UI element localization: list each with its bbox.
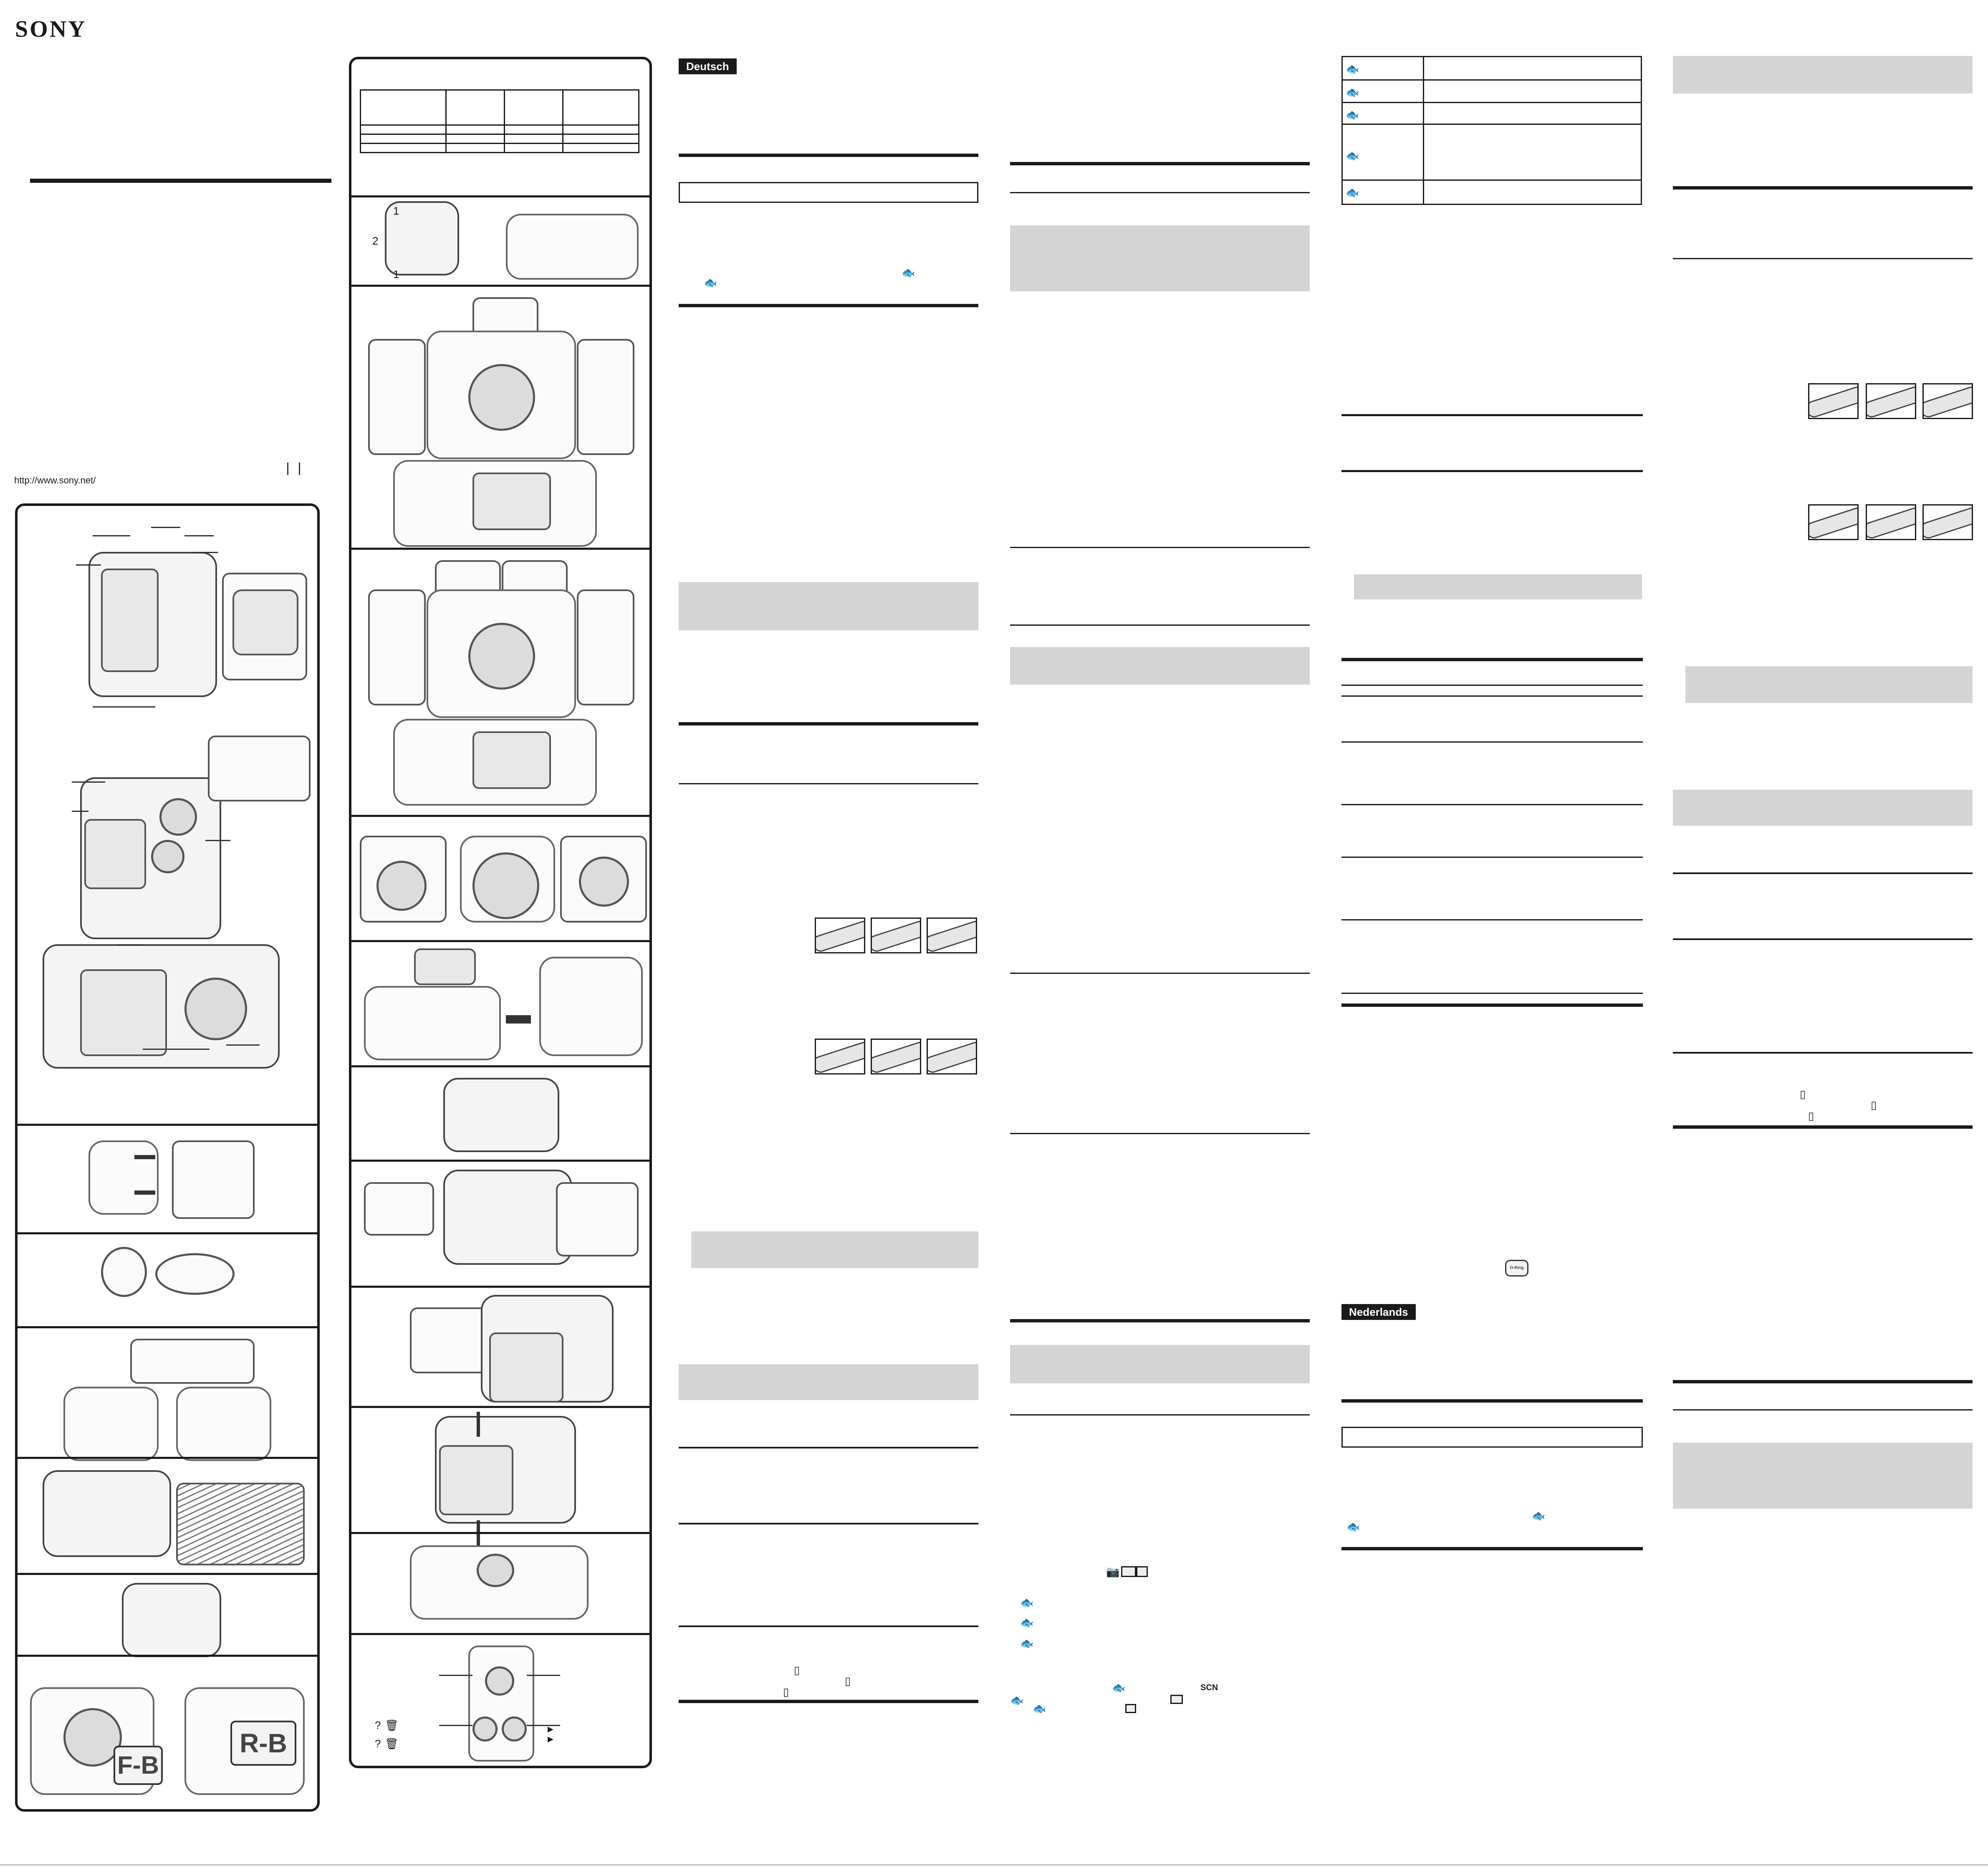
highlight-box <box>691 1231 978 1268</box>
insert-camera-illustration <box>364 986 501 1060</box>
rear-button-3 <box>502 1716 527 1742</box>
control-dial-illustration <box>159 798 197 836</box>
highlight-box <box>1685 666 1973 703</box>
strap-hook-callout <box>208 736 311 801</box>
fish-icon: 🐟 <box>1346 63 1359 75</box>
housing-back-plate-illustration <box>80 969 167 1056</box>
step-number: 1 <box>393 205 399 217</box>
play-glyph: ▶ <box>548 1735 553 1743</box>
hood-window-illustration <box>489 1332 563 1403</box>
left-detail-callout-2 <box>368 589 426 705</box>
camera-seated-illustration <box>539 957 643 1056</box>
shutter-knob-illustration <box>477 1554 514 1587</box>
oring-sample-4 <box>815 1039 865 1074</box>
oring-sample-10 <box>1808 504 1859 540</box>
hood-panel-illustration <box>439 1445 513 1515</box>
placeholder-glyph: ▯ <box>1871 1099 1877 1111</box>
hood-attach-callout <box>410 1307 488 1373</box>
fish-icon: 🐟 <box>1532 1509 1546 1522</box>
fish-icon: 🐟 <box>1112 1681 1126 1694</box>
highlight-box <box>1673 56 1973 94</box>
step-number: 1 <box>393 268 399 281</box>
highlight-box <box>1010 1345 1310 1383</box>
latch-slide-illustration <box>88 1140 159 1215</box>
play-glyph: ▶ <box>548 1725 553 1733</box>
film-icon <box>1136 1566 1148 1577</box>
rear-button-1 <box>485 1666 514 1696</box>
badge-front: F-B <box>114 1746 163 1785</box>
housing-oring-right-illustration <box>176 1387 271 1461</box>
lens-adapter-illustration <box>472 852 539 919</box>
oring-stretch-illustration <box>155 1253 235 1295</box>
rear-button-panel-illustration <box>468 1646 534 1762</box>
camera-body-illustration <box>414 948 476 985</box>
panorama-icon <box>1121 1566 1136 1577</box>
right-detail-callout-2 <box>577 589 634 705</box>
oring-seat-callout <box>130 1339 255 1384</box>
placeholder-glyph: ▯ <box>845 1675 851 1687</box>
camera-lcd-illustration-2 <box>472 731 551 789</box>
oring-sample-8 <box>1866 383 1916 419</box>
film-icon <box>1125 1704 1136 1713</box>
fish-icon: 🐟 <box>1020 1637 1034 1650</box>
fish-icon: 🐟 <box>1020 1596 1034 1609</box>
oring-sample-1 <box>815 918 865 953</box>
placeholder-glyph: ▯ <box>783 1686 789 1698</box>
camera-lcd-illustration <box>472 473 551 530</box>
housing-lens-port-illustration <box>184 978 247 1040</box>
highlight-box <box>1673 1443 1973 1509</box>
highlight-box <box>1673 790 1973 826</box>
fish-icon: 🐟 <box>1346 186 1359 199</box>
fish-icon: 🐟 <box>1033 1702 1046 1715</box>
trash-glyph: 🗑 <box>385 1719 399 1732</box>
note-box <box>679 182 978 203</box>
tick-mark <box>287 463 288 475</box>
help-glyph: ? <box>375 1737 381 1750</box>
oring-sample-2 <box>871 918 921 953</box>
housing-opened-illustration <box>506 214 639 280</box>
oring-sample-5 <box>871 1039 921 1074</box>
button-cluster-illustration <box>151 840 184 873</box>
lens-ring-illustration <box>376 861 427 911</box>
camera-icon: 📷 <box>1106 1565 1120 1578</box>
scene-label: SCN <box>1200 1683 1218 1692</box>
tick-mark <box>299 463 300 475</box>
closed-housing-illustration <box>443 1078 559 1152</box>
assembly-steps-panel <box>349 57 652 1768</box>
oring-sample-11 <box>1866 504 1916 540</box>
oring-sample-9 <box>1922 383 1973 419</box>
compatibility-table <box>360 89 639 153</box>
title-rule <box>30 179 331 183</box>
fish-hd-icon: 🐟 <box>1346 1520 1360 1533</box>
fish-hd-icon: 🐟 <box>704 276 717 289</box>
sony-url[interactable]: http://www.sony.net/ <box>14 475 96 485</box>
placeholder-glyph: ▯ <box>794 1664 800 1676</box>
strap-tie-callout <box>556 1182 639 1256</box>
step-number: 2 <box>372 235 379 247</box>
sony-logo: SONY <box>15 16 87 42</box>
placeholder-glyph: ▯ <box>1808 1110 1814 1122</box>
language-tag-dutch: Nederlands <box>1341 1304 1416 1320</box>
highlight-box <box>679 582 978 630</box>
strap-housing-illustration <box>443 1170 572 1265</box>
placeholder-glyph: ▯ <box>1800 1088 1806 1100</box>
fish-hd-icon: 🐟 <box>1010 1694 1024 1706</box>
front-plate-port-illustration-2 <box>468 623 535 690</box>
front-plate-port-illustration <box>468 364 535 431</box>
housing-seal-illustration <box>43 1470 171 1557</box>
parts-illustration-panel <box>15 503 320 1812</box>
strap-attach-illustration <box>122 1583 221 1657</box>
fish-icon: 🐟 <box>1346 109 1359 121</box>
front-lens-port-illustration <box>63 1708 122 1767</box>
left-detail-callout <box>368 339 426 455</box>
badge-rear: R-B <box>230 1721 296 1766</box>
fish-hd-icon: 🐟 <box>1020 1616 1034 1629</box>
housing-window-illustration <box>84 819 146 889</box>
strap-loop-callout <box>364 1182 434 1236</box>
highlight-box <box>1010 647 1310 685</box>
language-tag-german: Deutsch <box>679 58 737 74</box>
oring-sample-7 <box>1808 383 1859 419</box>
fish-icon: 🐟 <box>902 266 915 279</box>
rear-button-2 <box>472 1716 498 1742</box>
arrow-up <box>477 1412 480 1437</box>
latch-detail-callout <box>172 1140 255 1219</box>
oring-sample-3 <box>927 918 977 953</box>
seal-closeup-callout <box>176 1483 305 1565</box>
fish-icon: 🐟 <box>1346 149 1359 162</box>
mode-table <box>1341 56 1642 205</box>
panorama-icon <box>1170 1695 1183 1704</box>
help-glyph: ? <box>375 1719 381 1732</box>
oring-finger-illustration <box>101 1247 147 1297</box>
highlight-box <box>1354 574 1642 599</box>
highlight-box <box>1010 225 1310 291</box>
trash-glyph: 🗑 <box>385 1737 399 1750</box>
note-box <box>1341 1427 1643 1448</box>
oring-sample-6 <box>927 1039 977 1074</box>
arrow-insert <box>506 1015 531 1024</box>
lens-hood-illustration <box>232 589 298 655</box>
oring-mark: O-Ring <box>1505 1260 1528 1277</box>
lens-fitted-illustration <box>579 857 629 907</box>
housing-port-illustration <box>101 569 159 672</box>
highlight-box <box>679 1364 978 1400</box>
right-detail-callout <box>577 339 634 455</box>
oring-sample-12 <box>1922 504 1973 540</box>
housing-oring-left-illustration <box>63 1387 159 1461</box>
fish-icon: 🐟 <box>1346 86 1359 99</box>
